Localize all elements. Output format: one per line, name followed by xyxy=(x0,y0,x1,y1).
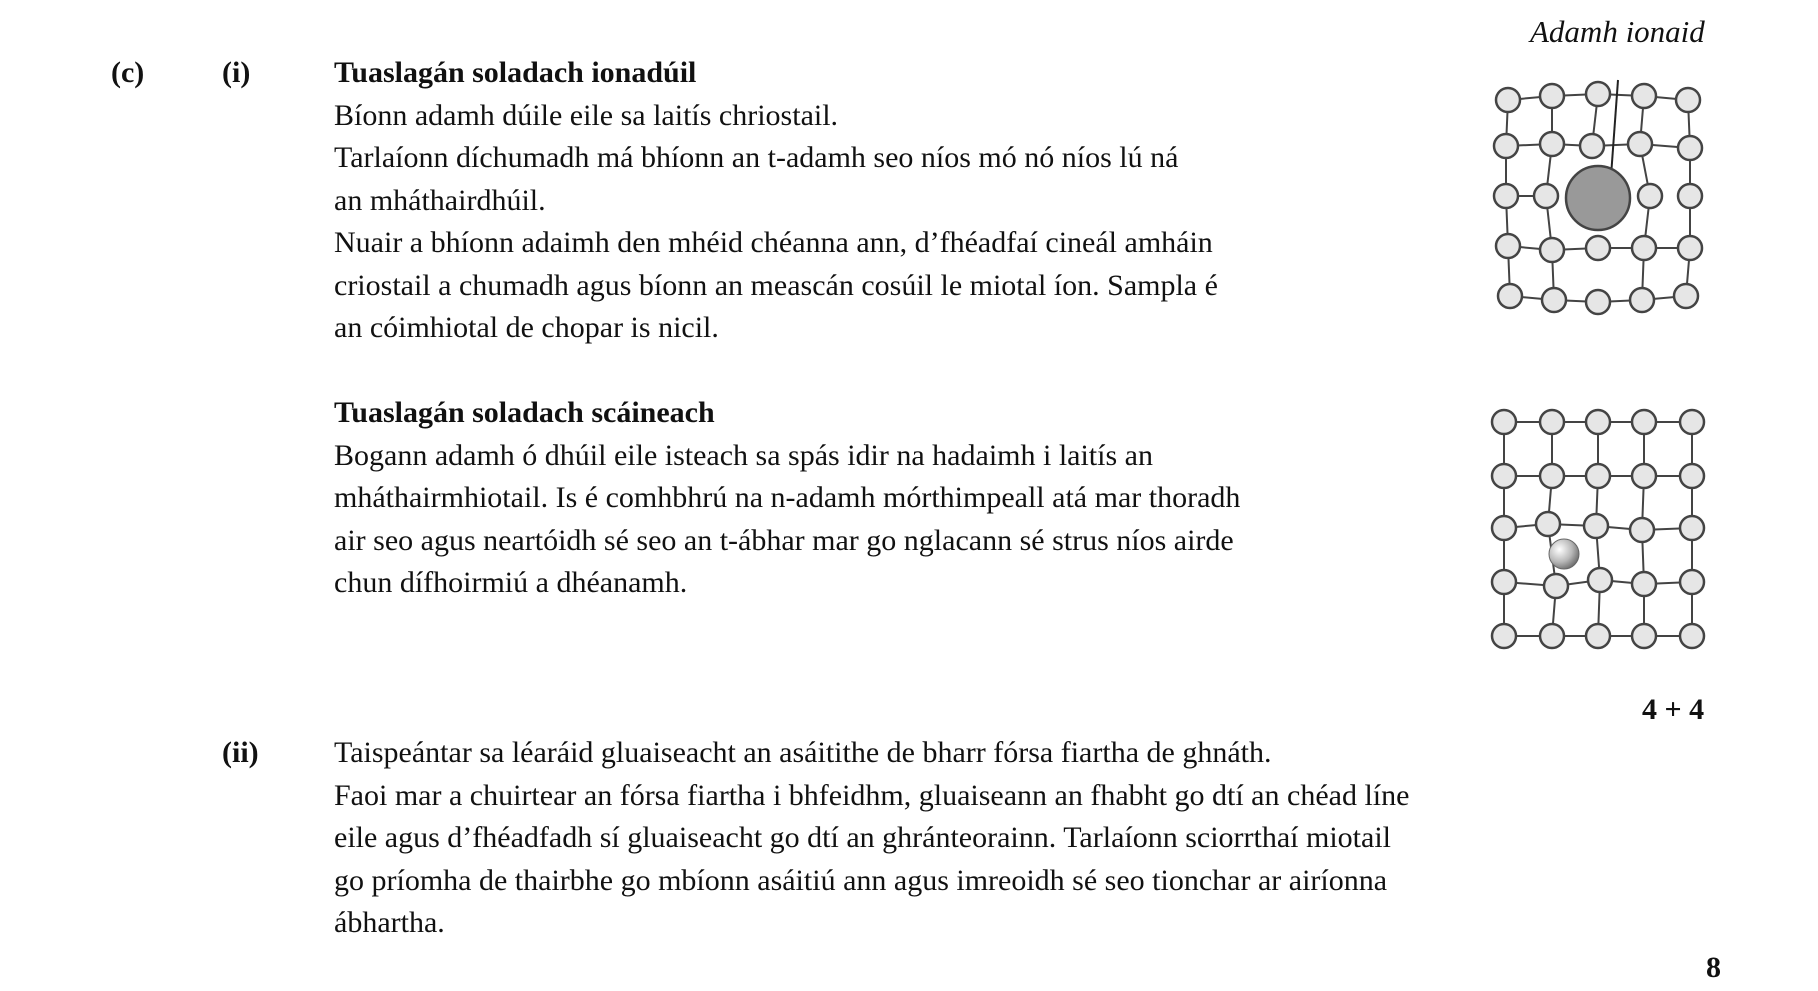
dislocation-line: Taispeántar sa léaráid gluaiseacht an asáitithe de bharr fórsa fiartha de ghnáth. xyxy=(334,736,1272,769)
dislocation-line: ábhartha. xyxy=(334,906,445,939)
marks-sub-i: 4 + 4 xyxy=(1642,693,1705,726)
dislocation-section xyxy=(334,732,1409,945)
interstitial-heading: Tuaslagán soladach scáineach xyxy=(334,396,715,429)
substitutional-lattice-figure xyxy=(1486,72,1726,332)
part-label-c: (c) xyxy=(111,56,145,89)
substitutional-line: an mháthairdhúil. xyxy=(334,183,546,217)
substitutional-heading: Tuaslagán soladach ionadúil xyxy=(334,56,697,89)
interstitial-line: chun dífhoirmiú a dhéanamh. xyxy=(334,566,688,599)
substitutional-section xyxy=(334,52,1218,350)
substitutional-line: an cóimhiotal de chopar is nicil. xyxy=(334,311,719,344)
substitutional-line: Tarlaíonn díchumadh má bhíonn an t-adamh seo níos mó nó níos lú ná xyxy=(334,141,1179,174)
substitutional-line: criostail a chumadh agus bíonn an meascán cosúil le miotal íon. Sampla é xyxy=(334,268,1218,302)
interstitial-line: mháthairmhiotail. Is é comhbhrú na n-adamh mórthimpeall atá mar thoradh xyxy=(334,481,1241,514)
dislocation-line: eile agus d’fhéadfadh sí gluaiseacht go dtí an ghránteorainn. Tarlaíonn sciorrthaí miotail xyxy=(334,821,1392,854)
interstitial-line: Bogann adamh ó dhúil eile isteach sa spás idir na hadaimh i laitís an xyxy=(334,438,1153,472)
sub-part-label-ii: (ii) xyxy=(222,736,259,769)
substitutional-line: Nuair a bhíonn adaimh den mhéid chéanna ann, d’fhéadfaí cineál amháin xyxy=(334,226,1213,259)
interstitial-line: air seo agus neartóidh sé seo an t-ábhar mar go nglacann sé strus níos airde xyxy=(334,523,1234,557)
total-marks: 8 xyxy=(1706,951,1721,984)
dislocation-line: go príomha de thairbhe go mbíonn asáitiú ann agus imreoidh sé seo tionchar ar airíonna xyxy=(334,863,1388,897)
dislocation-line: Faoi mar a chuirtear an fórsa fiartha i bhfeidhm, gluaiseann an fhabht go dtí an chéad líne xyxy=(334,778,1410,812)
substitutional-line: Bíonn adamh dúile eile sa laitís chriostail. xyxy=(334,98,839,132)
interstitial-lattice-figure xyxy=(1486,400,1726,660)
substitutional-figure-caption: Adamh ionaid xyxy=(1530,14,1705,49)
interstitial-section xyxy=(334,392,1240,605)
sub-part-label-i: (i) xyxy=(222,56,251,89)
